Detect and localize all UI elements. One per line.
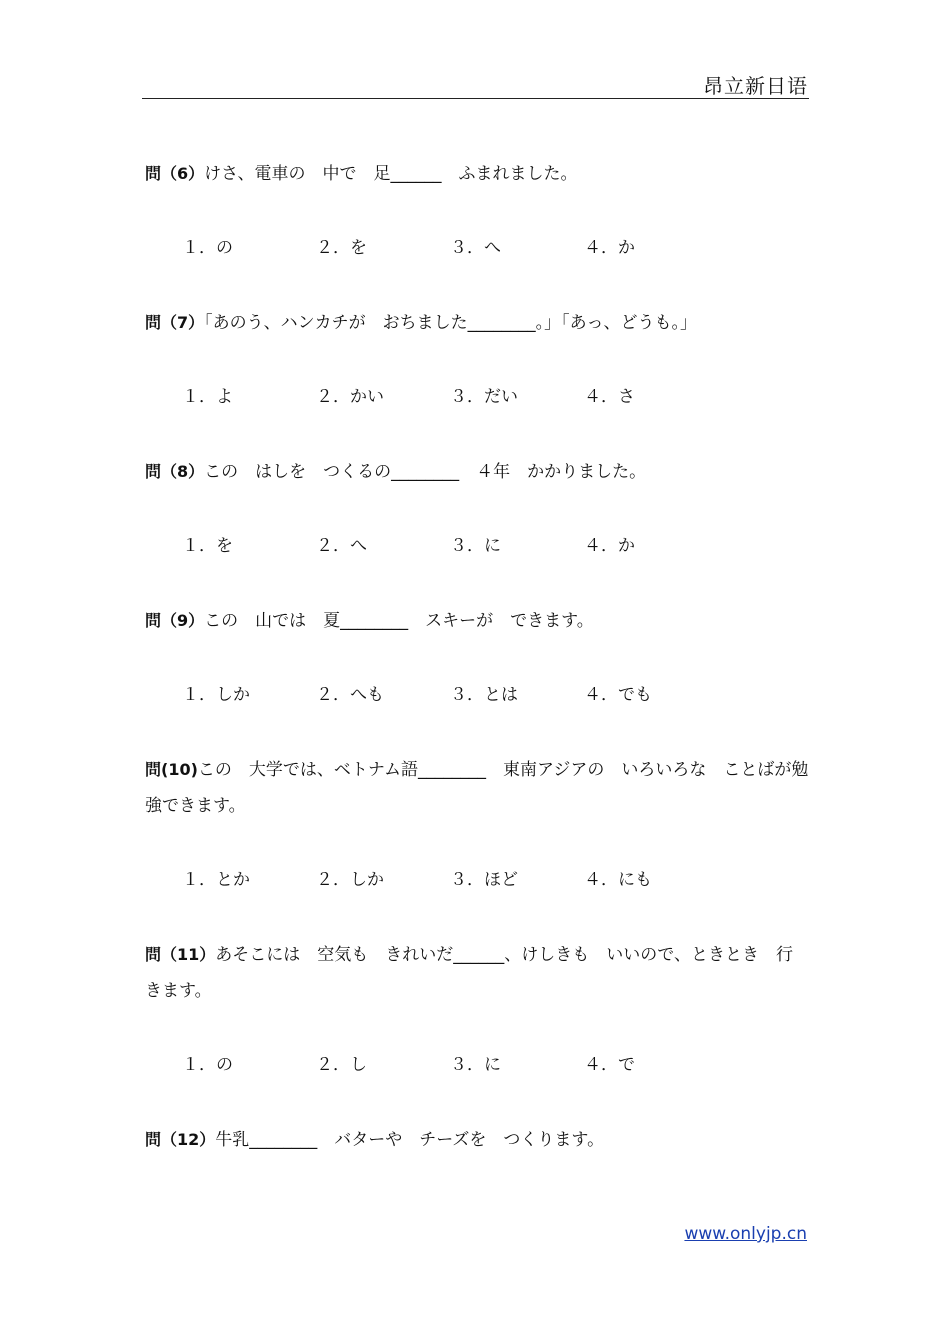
option-3[interactable]: ３．へ (450, 238, 501, 258)
option-4[interactable]: ４．にも (584, 870, 652, 890)
option-2[interactable]: ２．しか (316, 870, 384, 890)
question-label: 問（6） (145, 164, 205, 183)
header-divider (142, 98, 809, 99)
question-9-options (145, 677, 809, 713)
option-2[interactable]: ２．を (316, 238, 367, 258)
option-4[interactable]: ４．か (584, 238, 635, 258)
question-7-options (145, 379, 809, 415)
option-3[interactable]: ３．とは (450, 685, 518, 705)
option-2[interactable]: ２．へも (316, 685, 384, 705)
option-4[interactable]: ４．でも (584, 685, 652, 705)
question-list (145, 156, 809, 1158)
option-3[interactable]: ３．ほど (450, 870, 518, 890)
question-label: 問（9） (145, 611, 205, 630)
option-2[interactable]: ２．し (316, 1055, 367, 1075)
option-1[interactable]: １．の (182, 238, 233, 258)
question-10 (145, 752, 809, 824)
question-9 (145, 603, 809, 639)
question-7 (145, 305, 809, 341)
question-text: 牛乳________ バターや チーズを つくります。 (215, 1130, 605, 1150)
question-text: けさ、電車の 中で 足______ ふまれました。 (204, 164, 578, 184)
question-8 (145, 454, 809, 490)
option-1[interactable]: １．の (182, 1055, 233, 1075)
header-brand: 昂立新日语 (703, 74, 808, 98)
question-label: 問(10) (145, 760, 198, 779)
question-text: この 山では 夏________ スキーが できます。 (204, 611, 594, 631)
option-1[interactable]: １．とか (182, 870, 250, 890)
question-12 (145, 1122, 809, 1158)
question-8-options (145, 528, 809, 564)
question-label: 問（11） (145, 945, 216, 964)
footer-website-link[interactable]: www.onlyjp.cn (684, 1224, 807, 1244)
question-label: 問（12） (145, 1130, 216, 1149)
question-11-options (145, 1047, 809, 1083)
option-1[interactable]: １．よ (182, 387, 233, 407)
question-11 (145, 937, 809, 1009)
question-label: 問（7） (145, 313, 205, 332)
question-6-options (145, 230, 809, 266)
option-4[interactable]: ４．か (584, 536, 635, 556)
question-10-options (145, 862, 809, 898)
option-2[interactable]: ２．かい (316, 387, 384, 407)
option-3[interactable]: ３．に (450, 536, 501, 556)
question-text: 「あのう、ハンカチが おちました________。」「あっ、どうも。」 (204, 313, 697, 333)
question-text: この はしを つくるの________ ４年 かかりました。 (204, 462, 647, 482)
option-1[interactable]: １．を (182, 536, 233, 556)
question-label: 問（8） (145, 462, 205, 481)
option-4[interactable]: ４．で (584, 1055, 635, 1075)
option-3[interactable]: ３．に (450, 1055, 501, 1075)
option-2[interactable]: ２．へ (316, 536, 367, 556)
option-1[interactable]: １．しか (182, 685, 250, 705)
option-4[interactable]: ４．さ (584, 387, 635, 407)
option-3[interactable]: ３．だい (450, 387, 518, 407)
question-6 (145, 156, 809, 192)
question-text: あそこには 空気も きれいだ______、けしきも いいので、ときとき 行きます。 (145, 945, 793, 1001)
question-text: この 大学では、ベトナム語________ 東南アジアの いろいろな ことばが勉強できます。 (145, 760, 809, 816)
